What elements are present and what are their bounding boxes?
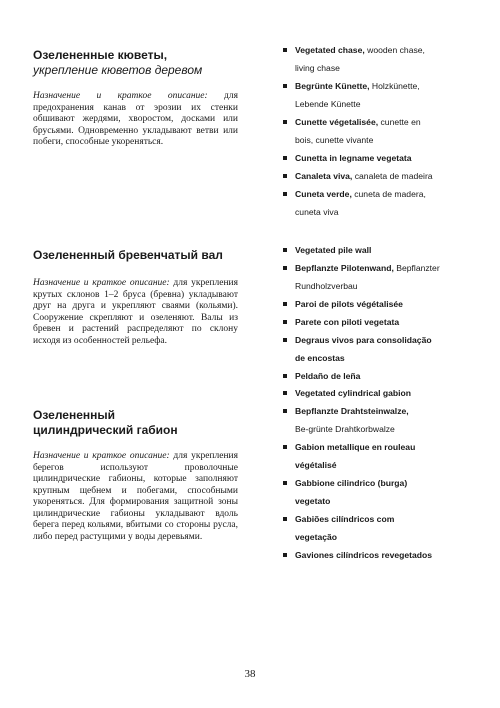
body-lead: Назначение и краткое описание: — [33, 451, 170, 461]
body-text: для укрепления крутых склонов 1–2 бруса (бревна) укладывают друг на друга и укрепляют сваями (кольями). Сооружение скрепляют и озеленяют. Валы из бревен и растений распределяют по склону исходя из особенностей рельефа. — [33, 278, 238, 346]
section-title-line2: цилиндрический габион — [33, 423, 178, 437]
body-text: для укрепления берегов используют проволочные цилиндрические габионы, которые заполняют крупным щебнем и побегами, способными укореняться. Для формирования защитной зоны цилиндрические габионы укладывают вдоль берега перед кольями, вбитыми со стороны русла, либо перед растущими у воды деревьями. — [33, 451, 238, 542]
term-item: Cunette végetalisée, cunette en — [283, 113, 478, 131]
term-item: Parete con piloti vegetata — [283, 313, 478, 331]
section-body — [33, 91, 238, 149]
term-item: Canaleta viva, canaleta de madeira — [283, 167, 478, 185]
section-title: Озелененный бревенчатый вал — [33, 248, 223, 262]
term-item: Begrünte Künette, Holzkünette, — [283, 77, 478, 95]
body-lead: Назначение и краткое описание: — [33, 278, 170, 288]
term-item: Vegetated chase, wooden chase, — [283, 41, 478, 59]
term-item: Bepflanzte Pilotenwand, Bepflanzter — [283, 259, 478, 277]
page-number: 38 — [244, 668, 256, 680]
term-item: Bepflanzte Drahtsteinwalze, — [283, 402, 478, 420]
term-item-cont: Lebende Künette — [295, 99, 361, 109]
term-item: Peldaño de leña — [283, 367, 478, 385]
term-item: Gabbione cilindrico (burga) — [283, 474, 478, 492]
term-item-cont: vegetato — [295, 496, 331, 506]
term-item-cont: Rundholzverbau — [295, 281, 358, 291]
section-body — [33, 278, 238, 347]
section-description — [33, 48, 238, 149]
term-item: Vegetated cylindrical gabion — [283, 384, 478, 402]
section-description — [33, 408, 238, 543]
term-item-cont: living chase — [295, 63, 340, 73]
section-title: Озелененный — [33, 408, 115, 422]
section-description — [33, 248, 238, 347]
terms-list — [283, 241, 478, 385]
section-subtitle: укрепление кюветов деревом — [33, 63, 203, 77]
term-item: Gabion metallique en rouleau — [283, 438, 478, 456]
terms-list — [283, 41, 478, 221]
term-item: Gabiões cilíndricos com — [283, 510, 478, 528]
term-item: Vegetated pile wall — [283, 241, 478, 259]
term-item-cont: vegetação — [295, 532, 338, 542]
term-item: Cunetta in legname vegetata — [283, 149, 478, 167]
term-item: Cuneta verde, cuneta de madera, — [283, 185, 478, 203]
term-item-cont: de encostas — [295, 353, 345, 363]
body-text: для предохранения канав от эрозии их стенки обшивают жердями, хворостом, досками или брусьями. Одновременно укладывают ветви или побеги, способные укореняться. — [33, 91, 239, 147]
body-lead: Назначение и краткое описание: — [33, 91, 208, 101]
term-item: Paroi de pilots végétalisée — [283, 295, 478, 313]
term-item-cont: cuneta viva — [295, 207, 339, 217]
terms-list — [283, 384, 478, 564]
section-body — [33, 451, 238, 543]
term-item: Degraus vivos para consolidação — [283, 331, 478, 349]
section-title: Озелененные кюветы, — [33, 48, 168, 62]
term-item-cont: Be-grünte Drahtkorbwalze — [295, 424, 395, 434]
term-item-cont: bois, cunette vivante — [295, 135, 374, 145]
term-item-cont: végétalisé — [295, 460, 337, 470]
term-item: Gaviones cilíndricos revegetados — [283, 546, 478, 564]
